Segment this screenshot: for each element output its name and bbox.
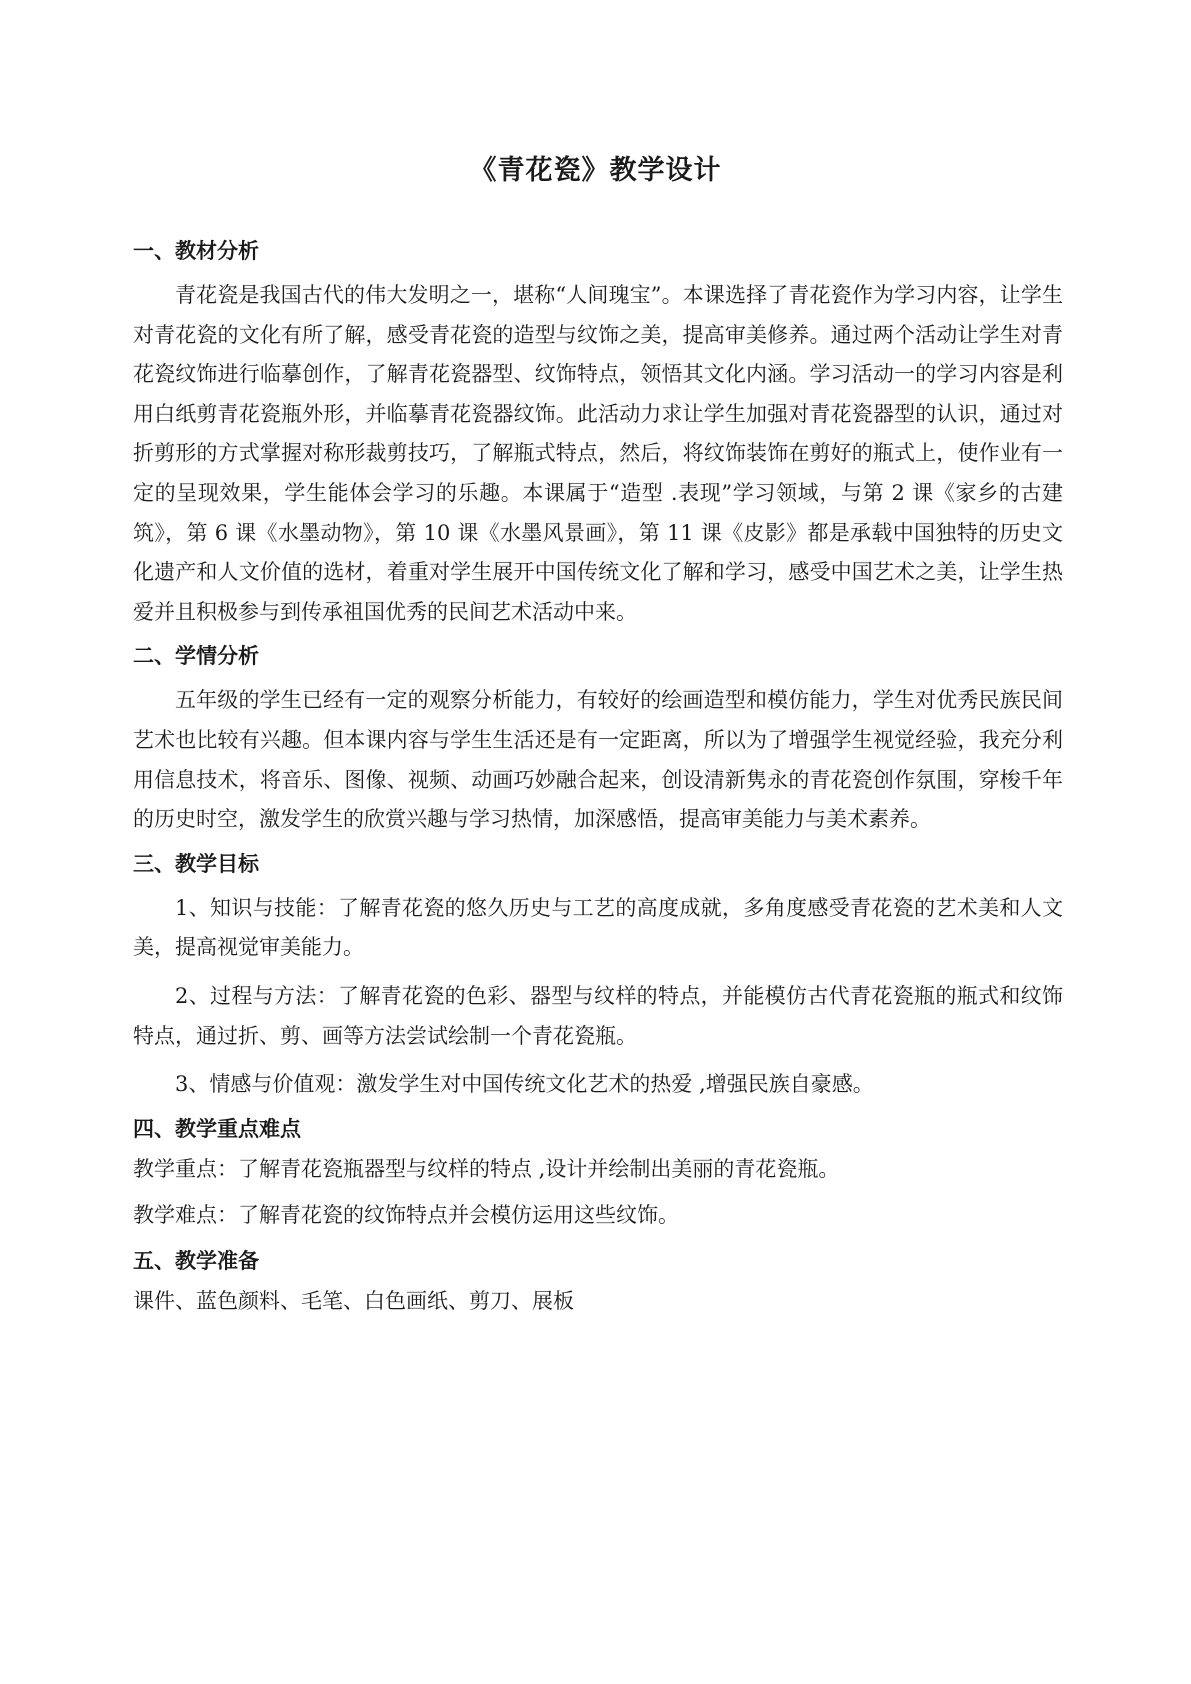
paragraph-preparation: 课件、蓝色颜料、毛笔、白色画纸、剪刀、展板	[133, 1288, 574, 1313]
paragraph-goal-process: 2、过程与方法：了解青花瓷的色彩、器型与纹样的特点，并能模仿古代青花瓷瓶的瓶式和纹饰特点，通过折、剪、画等方法尝试绘制一个青花瓷瓶。	[133, 983, 1063, 1048]
section-heading-preparation: 五、教学准备	[133, 1247, 259, 1273]
paragraph-goal-emotion: 3、情感与价值观：激发学生对中国传统文化艺术的热爱 ,增强民族自豪感。	[175, 1072, 874, 1097]
paragraph-key-point: 教学重点：了解青花瓷瓶器型与纹样的特点 ,设计并绘制出美丽的青花瓷瓶。	[133, 1156, 840, 1181]
paragraph-goal-knowledge: 1、知识与技能：了解青花瓷的悠久历史与工艺的高度成就，多角度感受青花瓷的艺术美和人文美，提高视觉审美能力。	[133, 895, 1063, 960]
paragraph-textbook-analysis: 青花瓷是我国古代的伟大发明之一，堪称“人间瑰宝”。本课选择了青花瓷作为学习内容，让学生对青花瓷的文化有所了解，感受青花瓷的造型与纹饰之美，提高审美修养。通过两个活动让学生对青花瓷纹饰进行临摹创作，了解青花瓷器型、纹饰特点，领悟其文化内涵。学习活动一的学习内容是利用白纸剪青花瓷瓶外形，并临摹青花瓷器纹饰。此活动力求让学生加强对青花瓷器型的认识，通过对折剪形的方式掌握对称形裁剪技巧，了解瓶式特点，然后，将纹饰装饰在剪好的瓶式上，使作业有一定的呈现效果，学生能体会学习的乐趣。本课属于“造型 .表现”学习领域，与第 2 课《家乡的古建筑》，第 6 课《水墨动物》，第 10 课《水墨风景画》，第 11 课《皮影》都是承载中国独特的历史文化遗产和人文价值的选材，着重对学生展开中国传统文化了解和学习，感受中国艺术之美，让学生热爱并且积极参与到传承祖国优秀的民间艺术活动中来。	[133, 283, 1063, 624]
section-heading-teaching-goals: 三、教学目标	[133, 850, 259, 876]
document-body	[133, 236, 1063, 1332]
section-heading-textbook-analysis: 一、教材分析	[133, 238, 259, 263]
paragraph-student-analysis: 五年级的学生已经有一定的观察分析能力，有较好的绘画造型和模仿能力，学生对优秀民族民间艺术也比较有兴趣。但本课内容与学生生活还是有一定距离，所以为了增强学生视觉经验，我充分利用信息技术，将音乐、图像、视频、动画巧妙融合起来，创设清新隽永的青花瓷创作氛围，穿梭千年的历史时空，激发学生的欣赏兴趣与学习热情，加深感悟，提高审美能力与美术素养。	[133, 688, 1063, 832]
section-heading-student-analysis: 二、学情分析	[133, 643, 259, 669]
section-heading-key-points: 四、教学重点难点	[133, 1115, 301, 1141]
document-title: 《青花瓷》教学设计	[469, 155, 722, 186]
paragraph-difficult-point: 教学难点：了解青花瓷的纹饰特点并会模仿运用这些纹饰。	[133, 1202, 679, 1227]
